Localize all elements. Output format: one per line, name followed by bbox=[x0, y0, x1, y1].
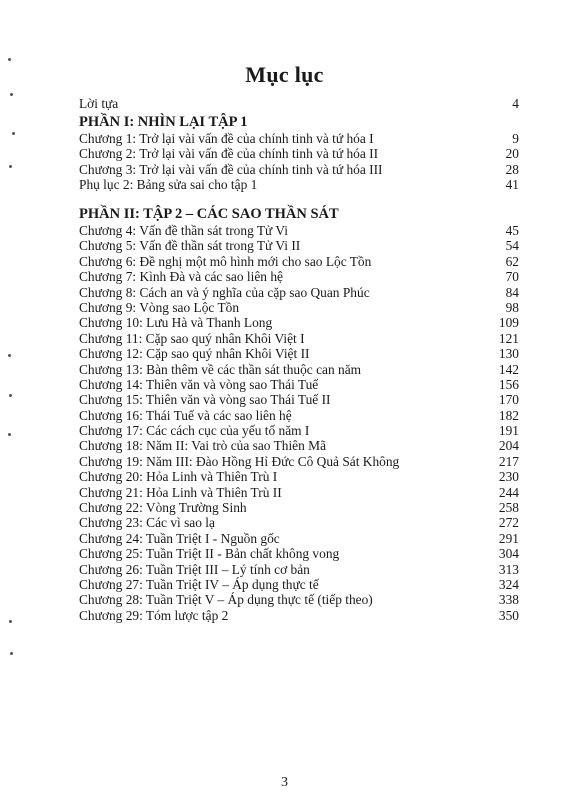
toc-entry-label: Chương 14: Thiên văn và vòng sao Thái Tuế bbox=[79, 376, 319, 392]
scan-speck bbox=[10, 93, 13, 96]
toc-entry-page: 156 bbox=[498, 376, 519, 392]
toc-entry[interactable] bbox=[79, 500, 519, 515]
toc-entry[interactable] bbox=[79, 423, 519, 438]
toc-entry-label: Chương 9: Vòng sao Lộc Tồn bbox=[79, 299, 240, 315]
toc-entry-page: 291 bbox=[498, 530, 519, 546]
toc-entry-page: 170 bbox=[498, 392, 519, 408]
toc-entry[interactable] bbox=[79, 608, 519, 623]
toc-entry[interactable] bbox=[79, 392, 519, 407]
toc-entry-label: Phụ lục 2: Bảng sửa sai cho tập 1 bbox=[79, 177, 258, 193]
toc-entry-page: 84 bbox=[505, 284, 519, 300]
toc-entry[interactable] bbox=[79, 592, 519, 607]
toc-entry[interactable] bbox=[79, 223, 519, 238]
toc-entry-page: 45 bbox=[505, 223, 519, 238]
toc-entry-label: Chương 1: Trở lại vài vấn đề của chính tinh và tứ hóa I bbox=[79, 131, 374, 146]
toc-entry-page: 258 bbox=[498, 500, 519, 516]
toc-entry-label: Chương 2: Trở lại vài vấn đề của chính tinh và tứ hóa II bbox=[79, 146, 379, 162]
toc-entry[interactable] bbox=[79, 438, 519, 453]
toc-entry-label: Chương 21: Hỏa Linh và Thiên Trù II bbox=[79, 484, 282, 500]
toc-entry-page: 54 bbox=[505, 238, 519, 254]
toc-entry[interactable] bbox=[79, 377, 519, 392]
toc-entry-label: Chương 28: Tuần Triệt V – Áp dụng thực tế (tiếp theo) bbox=[79, 592, 373, 608]
toc-entry[interactable] bbox=[79, 146, 519, 161]
toc-entry[interactable] bbox=[79, 331, 519, 346]
toc-entry[interactable] bbox=[79, 162, 519, 177]
toc-entry[interactable] bbox=[79, 269, 519, 284]
scan-speck bbox=[8, 433, 11, 436]
toc-entry-label: Chương 4: Vấn đề thần sát trong Tử Vi bbox=[79, 223, 288, 238]
toc-entry-page: 9 bbox=[512, 131, 519, 146]
scan-speck bbox=[9, 394, 12, 397]
toc-entry-page: 204 bbox=[498, 438, 519, 454]
scan-speck bbox=[9, 165, 12, 168]
toc-entry-page: 4 bbox=[512, 96, 519, 111]
toc-entry-label: Chương 17: Các cách cục của yếu tố năm I bbox=[79, 423, 310, 439]
toc-entry-label: Chương 22: Vòng Trường Sinh bbox=[79, 500, 247, 516]
page-title: Mục lục bbox=[245, 62, 324, 87]
toc-part-2 bbox=[79, 206, 519, 623]
toc-entry-label: Chương 19: Năm III: Đào Hồng Hỉ Đức Cô Quả Sát Không bbox=[79, 453, 400, 469]
toc-entry-label: Chương 13: Bàn thêm về các thần sát thuộc can năm bbox=[79, 361, 362, 377]
toc-entry-label: Chương 23: Các vì sao lạ bbox=[79, 515, 215, 531]
toc-entry-label: Chương 6: Đề nghị một mô hình mới cho sao Lộc Tồn bbox=[79, 253, 372, 269]
toc-entry-page: 28 bbox=[505, 161, 519, 177]
toc-entry-page: 70 bbox=[505, 269, 519, 285]
toc-entry[interactable] bbox=[79, 408, 519, 423]
toc-part-1 bbox=[79, 114, 519, 193]
toc-entry[interactable] bbox=[79, 485, 519, 500]
toc-entry-label: Chương 11: Cặp sao quý nhân Khôi Việt I bbox=[79, 330, 305, 346]
part-2-heading: PHẦN II: TẬP 2 – CÁC SAO THẦN SÁT bbox=[79, 206, 339, 222]
part-1-heading: PHẦN I: NHÌN LẠI TẬP 1 bbox=[79, 114, 248, 130]
toc-entry-label: Chương 24: Tuần Triệt I - Nguồn gốc bbox=[79, 530, 280, 546]
toc-entry-page: 313 bbox=[498, 561, 519, 577]
scan-speck bbox=[10, 652, 13, 655]
toc-entry-page: 130 bbox=[498, 346, 519, 362]
toc-entry[interactable] bbox=[79, 177, 519, 192]
toc-entry-label: Chương 18: Năm II: Vai trò của sao Thiên Mã bbox=[79, 438, 327, 454]
toc-entry-label: Chương 25: Tuần Triệt II - Bản chất không vong bbox=[79, 546, 340, 562]
scan-speck bbox=[8, 58, 11, 61]
toc-entry-page: 41 bbox=[505, 177, 519, 193]
toc-entry[interactable] bbox=[79, 531, 519, 546]
toc-entry-label: Chương 12: Cặp sao quý nhân Khôi Việt II bbox=[79, 346, 310, 362]
toc-entry[interactable] bbox=[79, 515, 519, 530]
toc-entry[interactable] bbox=[79, 254, 519, 269]
toc-entry-label: Chương 8: Cách an và ý nghĩa của cặp sao Quan Phúc bbox=[79, 284, 370, 300]
toc-entry-label: Chương 20: Hỏa Linh và Thiên Trù I bbox=[79, 469, 278, 485]
toc-entry-label: Lời tựa bbox=[79, 96, 119, 111]
toc-entry-label: Chương 10: Lưu Hà và Thanh Long bbox=[79, 315, 273, 331]
toc-entry-page: 98 bbox=[505, 299, 519, 315]
toc-entry-label: Chương 27: Tuần Triệt IV – Áp dụng thực tế bbox=[79, 576, 319, 592]
toc-entry-page: 62 bbox=[505, 253, 519, 269]
scan-speck bbox=[9, 620, 12, 623]
toc-entry-label: Chương 16: Thái Tuế và các sao liên hệ bbox=[79, 407, 292, 423]
page-number: 3 bbox=[281, 775, 288, 790]
part-2-entries bbox=[79, 223, 519, 623]
toc-entry-page: 20 bbox=[505, 146, 519, 162]
toc-entry-page: 230 bbox=[498, 469, 519, 485]
toc-entry-preface[interactable] bbox=[79, 95, 519, 112]
toc-entry[interactable] bbox=[79, 300, 519, 315]
toc-entry[interactable] bbox=[79, 546, 519, 561]
toc-entry[interactable] bbox=[79, 562, 519, 577]
toc-entry[interactable] bbox=[79, 131, 519, 146]
toc-entry-page: 142 bbox=[498, 361, 519, 377]
scan-speck bbox=[8, 354, 11, 357]
toc-entry-page: 304 bbox=[498, 546, 519, 562]
part-1-entries bbox=[79, 131, 519, 193]
toc-entry[interactable] bbox=[79, 469, 519, 484]
toc-entry[interactable] bbox=[79, 454, 519, 469]
toc-entry[interactable] bbox=[79, 346, 519, 361]
toc-entry[interactable] bbox=[79, 577, 519, 592]
scan-speck bbox=[12, 132, 15, 135]
toc-entry-label: Chương 5: Vấn đề thần sát trong Tử Vi II bbox=[79, 238, 301, 254]
toc-intro bbox=[79, 95, 519, 112]
toc-entry-page: 121 bbox=[498, 330, 519, 346]
toc-entry-label: Chương 15: Thiên văn và vòng sao Thái Tuế II bbox=[79, 392, 331, 408]
toc-entry[interactable] bbox=[79, 362, 519, 377]
toc-entry-page: 324 bbox=[498, 576, 519, 592]
toc-entry-page: 244 bbox=[498, 484, 519, 500]
toc-entry[interactable] bbox=[79, 238, 519, 253]
toc-entry-label: Chương 7: Kình Đà và các sao liên hệ bbox=[79, 269, 283, 285]
toc-entry-page: 338 bbox=[498, 592, 519, 608]
toc-entry-page: 350 bbox=[498, 607, 519, 623]
toc-entry-page: 191 bbox=[498, 423, 519, 439]
toc-entry-page: 109 bbox=[498, 315, 519, 331]
toc-entry-page: 217 bbox=[498, 453, 519, 469]
toc-entry-label: Chương 3: Trở lại vài vấn đề của chính tinh và tứ hóa III bbox=[79, 161, 383, 177]
toc-entry-label: Chương 29: Tóm lược tập 2 bbox=[79, 607, 229, 623]
toc-entry-page: 182 bbox=[498, 407, 519, 423]
toc-entry-label: Chương 26: Tuần Triệt III – Lý tính cơ bản bbox=[79, 561, 310, 577]
toc-entry[interactable] bbox=[79, 315, 519, 330]
toc-entry[interactable] bbox=[79, 285, 519, 300]
toc-entry-page: 272 bbox=[498, 515, 519, 531]
